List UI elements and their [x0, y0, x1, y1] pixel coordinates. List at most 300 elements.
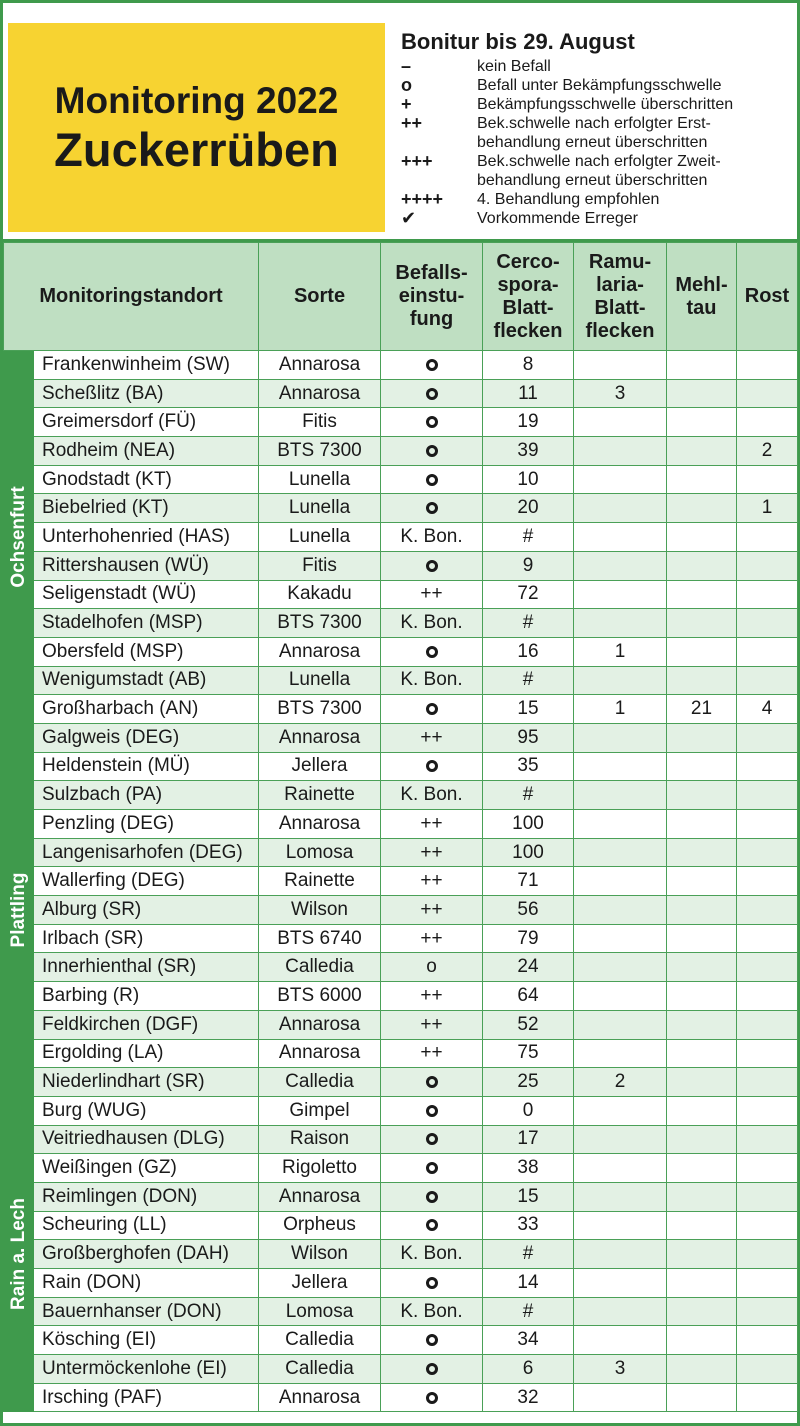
cell-befall: ++ [381, 1010, 483, 1039]
cell-mehltau [667, 1125, 737, 1154]
cell-mehltau [667, 580, 737, 609]
legend-symbol: – [401, 56, 412, 76]
cell-mehltau [667, 838, 737, 867]
cell-standort: Obersfeld (MSP) [34, 637, 259, 666]
table-row [4, 437, 798, 466]
cell-cercospora: 75 [483, 1039, 574, 1068]
circle-icon [426, 416, 438, 428]
cell-befall: ++ [381, 810, 483, 839]
cell-standort: Biebelried (KT) [34, 494, 259, 523]
cell-rost [737, 1240, 798, 1269]
cell-befall: ++ [381, 580, 483, 609]
cell-sorte: Annarosa [259, 1383, 381, 1412]
table-row [4, 1010, 798, 1039]
circle-icon [426, 1363, 438, 1375]
legend-symbol: +++ [401, 151, 433, 171]
table-row [4, 838, 798, 867]
cell-sorte: BTS 7300 [259, 437, 381, 466]
cell-rost [737, 1383, 798, 1412]
cell-befall [381, 1383, 483, 1412]
cell-mehltau [667, 1211, 737, 1240]
cell-sorte: Fitis [259, 551, 381, 580]
cell-sorte: Annarosa [259, 379, 381, 408]
cell-rost [737, 896, 798, 925]
cell-befall [381, 1096, 483, 1125]
circle-icon [426, 1105, 438, 1117]
header-cercospora: Cerco- spora- Blatt- flecken [483, 243, 574, 351]
cell-ramularia [574, 1010, 667, 1039]
cell-ramularia [574, 752, 667, 781]
cell-befall [381, 1269, 483, 1298]
header-rost: Rost [737, 243, 798, 351]
circle-icon [426, 1334, 438, 1346]
legend-item [401, 57, 796, 76]
table-row [4, 896, 798, 925]
cell-befall [381, 408, 483, 437]
table-row [4, 810, 798, 839]
cell-standort: Rodheim (NEA) [34, 437, 259, 466]
cell-rost [737, 1068, 798, 1097]
cell-ramularia: 3 [574, 379, 667, 408]
cell-rost [737, 408, 798, 437]
circle-icon [426, 1191, 438, 1203]
cell-sorte: Annarosa [259, 810, 381, 839]
legend-text: behandlung erneut überschritten [477, 134, 708, 151]
table-row [4, 1068, 798, 1097]
legend-text: Bek.schwelle nach erfolgter Zweit- [477, 153, 721, 170]
cell-befall: ++ [381, 723, 483, 752]
region-cell [4, 1096, 34, 1412]
cell-cercospora: 71 [483, 867, 574, 896]
cell-ramularia [574, 1039, 667, 1068]
cell-befall: ++ [381, 982, 483, 1011]
cell-rost [737, 1269, 798, 1298]
cell-sorte: Lunella [259, 666, 381, 695]
cell-ramularia: 1 [574, 695, 667, 724]
cell-cercospora: 9 [483, 551, 574, 580]
region-label: Rain a. Lech [7, 1198, 29, 1311]
cell-mehltau [667, 551, 737, 580]
legend-symbol: + [401, 94, 412, 114]
legend-rows [401, 57, 796, 228]
cell-sorte: Kakadu [259, 580, 381, 609]
circle-icon [426, 560, 438, 572]
table-row [4, 1269, 798, 1298]
table-row [4, 924, 798, 953]
cell-befall: ++ [381, 1039, 483, 1068]
cell-sorte: Calledia [259, 1326, 381, 1355]
cell-mehltau [667, 1240, 737, 1269]
cell-sorte: Annarosa [259, 1039, 381, 1068]
cell-befall: ++ [381, 838, 483, 867]
legend-text: Bekämpfungsschwelle überschritten [477, 96, 734, 113]
cell-mehltau [667, 609, 737, 638]
table-row [4, 666, 798, 695]
cell-ramularia: 1 [574, 637, 667, 666]
table-row [4, 723, 798, 752]
cell-cercospora: 38 [483, 1154, 574, 1183]
cell-mehltau [667, 1182, 737, 1211]
cell-sorte: Fitis [259, 408, 381, 437]
table-row [4, 1211, 798, 1240]
monitoring-table-wrapper [3, 242, 797, 1412]
cell-standort: Unterhohenried (HAS) [34, 523, 259, 552]
table-row [4, 982, 798, 1011]
cell-standort: Rain (DON) [34, 1269, 259, 1298]
cell-rost [737, 867, 798, 896]
circle-icon [426, 1277, 438, 1289]
cell-ramularia [574, 781, 667, 810]
cell-sorte: Lunella [259, 494, 381, 523]
cell-sorte: Jellera [259, 1269, 381, 1298]
cell-sorte: Raison [259, 1125, 381, 1154]
cell-ramularia [574, 1240, 667, 1269]
region-cell [4, 351, 34, 724]
cell-cercospora: 14 [483, 1269, 574, 1298]
cell-cercospora: 79 [483, 924, 574, 953]
cell-mehltau [667, 408, 737, 437]
circle-icon [426, 474, 438, 486]
cell-mehltau [667, 723, 737, 752]
cell-ramularia [574, 408, 667, 437]
table-row [4, 637, 798, 666]
cell-rost [737, 1125, 798, 1154]
cell-standort: Sulzbach (PA) [34, 781, 259, 810]
cell-mehltau [667, 752, 737, 781]
cell-befall [381, 551, 483, 580]
cell-befall [381, 1326, 483, 1355]
cell-rost [737, 1039, 798, 1068]
legend-symbol [401, 171, 477, 190]
cell-befall: K. Bon. [381, 1297, 483, 1326]
table-row [4, 1096, 798, 1125]
legend-item [401, 152, 796, 171]
cell-cercospora: 15 [483, 1182, 574, 1211]
cell-standort: Alburg (SR) [34, 896, 259, 925]
cell-befall: K. Bon. [381, 609, 483, 638]
cell-standort: Langenisarhofen (DEG) [34, 838, 259, 867]
table-row [4, 1326, 798, 1355]
cell-rost [737, 379, 798, 408]
circle-icon [426, 1076, 438, 1088]
cell-rost: 2 [737, 437, 798, 466]
cell-ramularia: 3 [574, 1355, 667, 1384]
cell-ramularia [574, 1297, 667, 1326]
cell-befall: ++ [381, 924, 483, 953]
cell-ramularia [574, 924, 667, 953]
cell-standort: Ergolding (LA) [34, 1039, 259, 1068]
cell-ramularia [574, 551, 667, 580]
cell-mehltau [667, 867, 737, 896]
cell-standort: Reimlingen (DON) [34, 1182, 259, 1211]
cell-mehltau [667, 1096, 737, 1125]
cell-sorte: Annarosa [259, 351, 381, 380]
cell-rost: 1 [737, 494, 798, 523]
cell-befall [381, 494, 483, 523]
table-row [4, 953, 798, 982]
title-line-1: Monitoring 2022 [54, 79, 339, 121]
cell-rost [737, 1096, 798, 1125]
cell-rost [737, 982, 798, 1011]
cell-mehltau [667, 1326, 737, 1355]
cell-befall [381, 465, 483, 494]
cell-ramularia [574, 1326, 667, 1355]
cell-mehltau [667, 351, 737, 380]
table-row [4, 1355, 798, 1384]
header-ramularia: Ramu- laria- Blatt- flecken [574, 243, 667, 351]
cell-standort: Galgweis (DEG) [34, 723, 259, 752]
legend-item [401, 95, 796, 114]
legend-item [401, 76, 796, 95]
cell-sorte: Jellera [259, 752, 381, 781]
table-row [4, 1297, 798, 1326]
cell-befall [381, 437, 483, 466]
cell-mehltau [667, 666, 737, 695]
table-row [4, 1039, 798, 1068]
cell-befall [381, 1211, 483, 1240]
cell-befall [381, 351, 483, 380]
table-row [4, 494, 798, 523]
cell-ramularia [574, 580, 667, 609]
cell-rost [737, 1154, 798, 1183]
cell-sorte: Annarosa [259, 637, 381, 666]
cell-mehltau [667, 1383, 737, 1412]
table-header-row [4, 243, 798, 351]
cell-befall [381, 379, 483, 408]
table-row [4, 1240, 798, 1269]
legend-item [401, 133, 796, 152]
circle-icon [426, 1133, 438, 1145]
cell-mehltau [667, 437, 737, 466]
cell-standort: Heldenstein (MÜ) [34, 752, 259, 781]
cell-mehltau: 21 [667, 695, 737, 724]
circle-icon [426, 502, 438, 514]
table-body [4, 351, 798, 1412]
circle-icon [426, 703, 438, 715]
cell-mehltau [667, 1068, 737, 1097]
cell-befall: K. Bon. [381, 523, 483, 552]
cell-cercospora: 39 [483, 437, 574, 466]
cell-befall [381, 1125, 483, 1154]
cell-cercospora: 17 [483, 1125, 574, 1154]
cell-befall: K. Bon. [381, 666, 483, 695]
cell-ramularia [574, 982, 667, 1011]
cell-sorte: Rainette [259, 867, 381, 896]
cell-cercospora: 100 [483, 838, 574, 867]
cell-standort: Seligenstadt (WÜ) [34, 580, 259, 609]
circle-icon [426, 1392, 438, 1404]
cell-standort: Großharbach (AN) [34, 695, 259, 724]
cell-befall [381, 752, 483, 781]
cell-standort: Innerhienthal (SR) [34, 953, 259, 982]
cell-rost [737, 637, 798, 666]
cell-standort: Wenigumstadt (AB) [34, 666, 259, 695]
cell-ramularia [574, 1269, 667, 1298]
cell-standort: Niederlindhart (SR) [34, 1068, 259, 1097]
header-mehltau: Mehl- tau [667, 243, 737, 351]
cell-rost [737, 1211, 798, 1240]
cell-cercospora: 34 [483, 1326, 574, 1355]
cell-cercospora: 100 [483, 810, 574, 839]
cell-rost [737, 351, 798, 380]
cell-ramularia [574, 867, 667, 896]
circle-icon [426, 760, 438, 772]
region-label: Ochsenfurt [7, 486, 29, 588]
cell-cercospora: 0 [483, 1096, 574, 1125]
cell-standort: Untermöckenlohe (EI) [34, 1355, 259, 1384]
cell-rost [737, 1326, 798, 1355]
cell-rost [737, 666, 798, 695]
legend-text: Vorkommende Erreger [477, 210, 638, 227]
cell-mehltau [667, 1297, 737, 1326]
cell-standort: Feldkirchen (DGF) [34, 1010, 259, 1039]
cell-cercospora: 16 [483, 637, 574, 666]
legend-item [401, 209, 796, 228]
header-befall: Befalls- einstu- fung [381, 243, 483, 351]
cell-cercospora: 19 [483, 408, 574, 437]
circle-icon [426, 445, 438, 457]
title-box [8, 23, 385, 232]
cell-standort: Scheßlitz (BA) [34, 379, 259, 408]
cell-sorte: Rainette [259, 781, 381, 810]
circle-icon [426, 646, 438, 658]
legend-symbol [401, 133, 477, 152]
cell-standort: Weißingen (GZ) [34, 1154, 259, 1183]
cell-sorte: Annarosa [259, 1182, 381, 1211]
cell-mehltau [667, 379, 737, 408]
cell-standort: Barbing (R) [34, 982, 259, 1011]
cell-befall: K. Bon. [381, 781, 483, 810]
table-row [4, 867, 798, 896]
cell-standort: Rittershausen (WÜ) [34, 551, 259, 580]
legend-symbol: ✔ [401, 208, 417, 228]
legend-symbol: ++++ [401, 189, 444, 209]
cell-standort: Gnodstadt (KT) [34, 465, 259, 494]
cell-standort: Großberghofen (DAH) [34, 1240, 259, 1269]
cell-mehltau [667, 924, 737, 953]
cell-ramularia [574, 666, 667, 695]
cell-rost [737, 1297, 798, 1326]
cell-cercospora: # [483, 523, 574, 552]
cell-befall: K. Bon. [381, 1240, 483, 1269]
cell-sorte: Lomosa [259, 1297, 381, 1326]
table-row [4, 1154, 798, 1183]
cell-cercospora: 15 [483, 695, 574, 724]
cell-sorte: Gimpel [259, 1096, 381, 1125]
legend-text: Befall unter Bekämpfungsschwelle [477, 77, 722, 94]
cell-rost [737, 551, 798, 580]
cell-cercospora: 11 [483, 379, 574, 408]
cell-standort: Greimersdorf (FÜ) [34, 408, 259, 437]
cell-cercospora: 8 [483, 351, 574, 380]
cell-standort: Irlbach (SR) [34, 924, 259, 953]
cell-cercospora: 64 [483, 982, 574, 1011]
legend-text: Bek.schwelle nach erfolgter Erst- [477, 115, 711, 132]
cell-ramularia [574, 1154, 667, 1183]
cell-cercospora: 72 [483, 580, 574, 609]
header-sorte: Sorte [259, 243, 381, 351]
cell-standort: Scheuring (LL) [34, 1211, 259, 1240]
cell-rost: 4 [737, 695, 798, 724]
cell-standort: Bauernhanser (DON) [34, 1297, 259, 1326]
cell-ramularia [574, 1182, 667, 1211]
circle-icon [426, 388, 438, 400]
monitoring-table [3, 242, 798, 1412]
legend-text: 4. Behandlung empfohlen [477, 191, 660, 208]
cell-ramularia [574, 838, 667, 867]
cell-mehltau [667, 494, 737, 523]
legend-title: Bonitur bis 29. August [401, 29, 635, 54]
cell-ramularia [574, 1125, 667, 1154]
cell-rost [737, 1182, 798, 1211]
cell-mehltau [667, 896, 737, 925]
cell-ramularia [574, 494, 667, 523]
cell-befall [381, 1154, 483, 1183]
table-row [4, 379, 798, 408]
region-cell [4, 723, 34, 1096]
cell-ramularia [574, 351, 667, 380]
cell-ramularia [574, 609, 667, 638]
cell-cercospora: 25 [483, 1068, 574, 1097]
circle-icon [426, 1219, 438, 1231]
cell-sorte: Lomosa [259, 838, 381, 867]
cell-sorte: Calledia [259, 953, 381, 982]
table-row [4, 408, 798, 437]
circle-icon [426, 1162, 438, 1174]
cell-ramularia [574, 723, 667, 752]
cell-sorte: Calledia [259, 1068, 381, 1097]
cell-sorte: Orpheus [259, 1211, 381, 1240]
cell-standort: Burg (WUG) [34, 1096, 259, 1125]
cell-ramularia [574, 810, 667, 839]
cell-cercospora: 33 [483, 1211, 574, 1240]
cell-befall [381, 1068, 483, 1097]
cell-ramularia: 2 [574, 1068, 667, 1097]
cell-cercospora: # [483, 666, 574, 695]
cell-sorte: Annarosa [259, 1010, 381, 1039]
cell-cercospora: 24 [483, 953, 574, 982]
table-row [4, 1182, 798, 1211]
cell-rost [737, 781, 798, 810]
cell-mehltau [667, 523, 737, 552]
cell-ramularia [574, 465, 667, 494]
header-standort: Monitoringstandort [4, 243, 259, 351]
cell-rost [737, 1010, 798, 1039]
cell-sorte: BTS 6740 [259, 924, 381, 953]
legend-symbol: o [401, 75, 412, 95]
cell-cercospora: 56 [483, 896, 574, 925]
cell-mehltau [667, 1010, 737, 1039]
cell-ramularia [574, 896, 667, 925]
cell-sorte: Lunella [259, 523, 381, 552]
cell-cercospora: 20 [483, 494, 574, 523]
legend-item [401, 171, 796, 190]
cell-rost [737, 924, 798, 953]
cell-sorte: Rigoletto [259, 1154, 381, 1183]
cell-cercospora: 35 [483, 752, 574, 781]
cell-cercospora: 10 [483, 465, 574, 494]
cell-sorte: BTS 7300 [259, 609, 381, 638]
table-row [4, 580, 798, 609]
cell-cercospora: # [483, 1240, 574, 1269]
cell-cercospora: 6 [483, 1355, 574, 1384]
cell-ramularia [574, 1383, 667, 1412]
cell-sorte: Calledia [259, 1355, 381, 1384]
table-row [4, 609, 798, 638]
cell-rost [737, 580, 798, 609]
cell-standort: Stadelhofen (MSP) [34, 609, 259, 638]
table-row [4, 351, 798, 380]
